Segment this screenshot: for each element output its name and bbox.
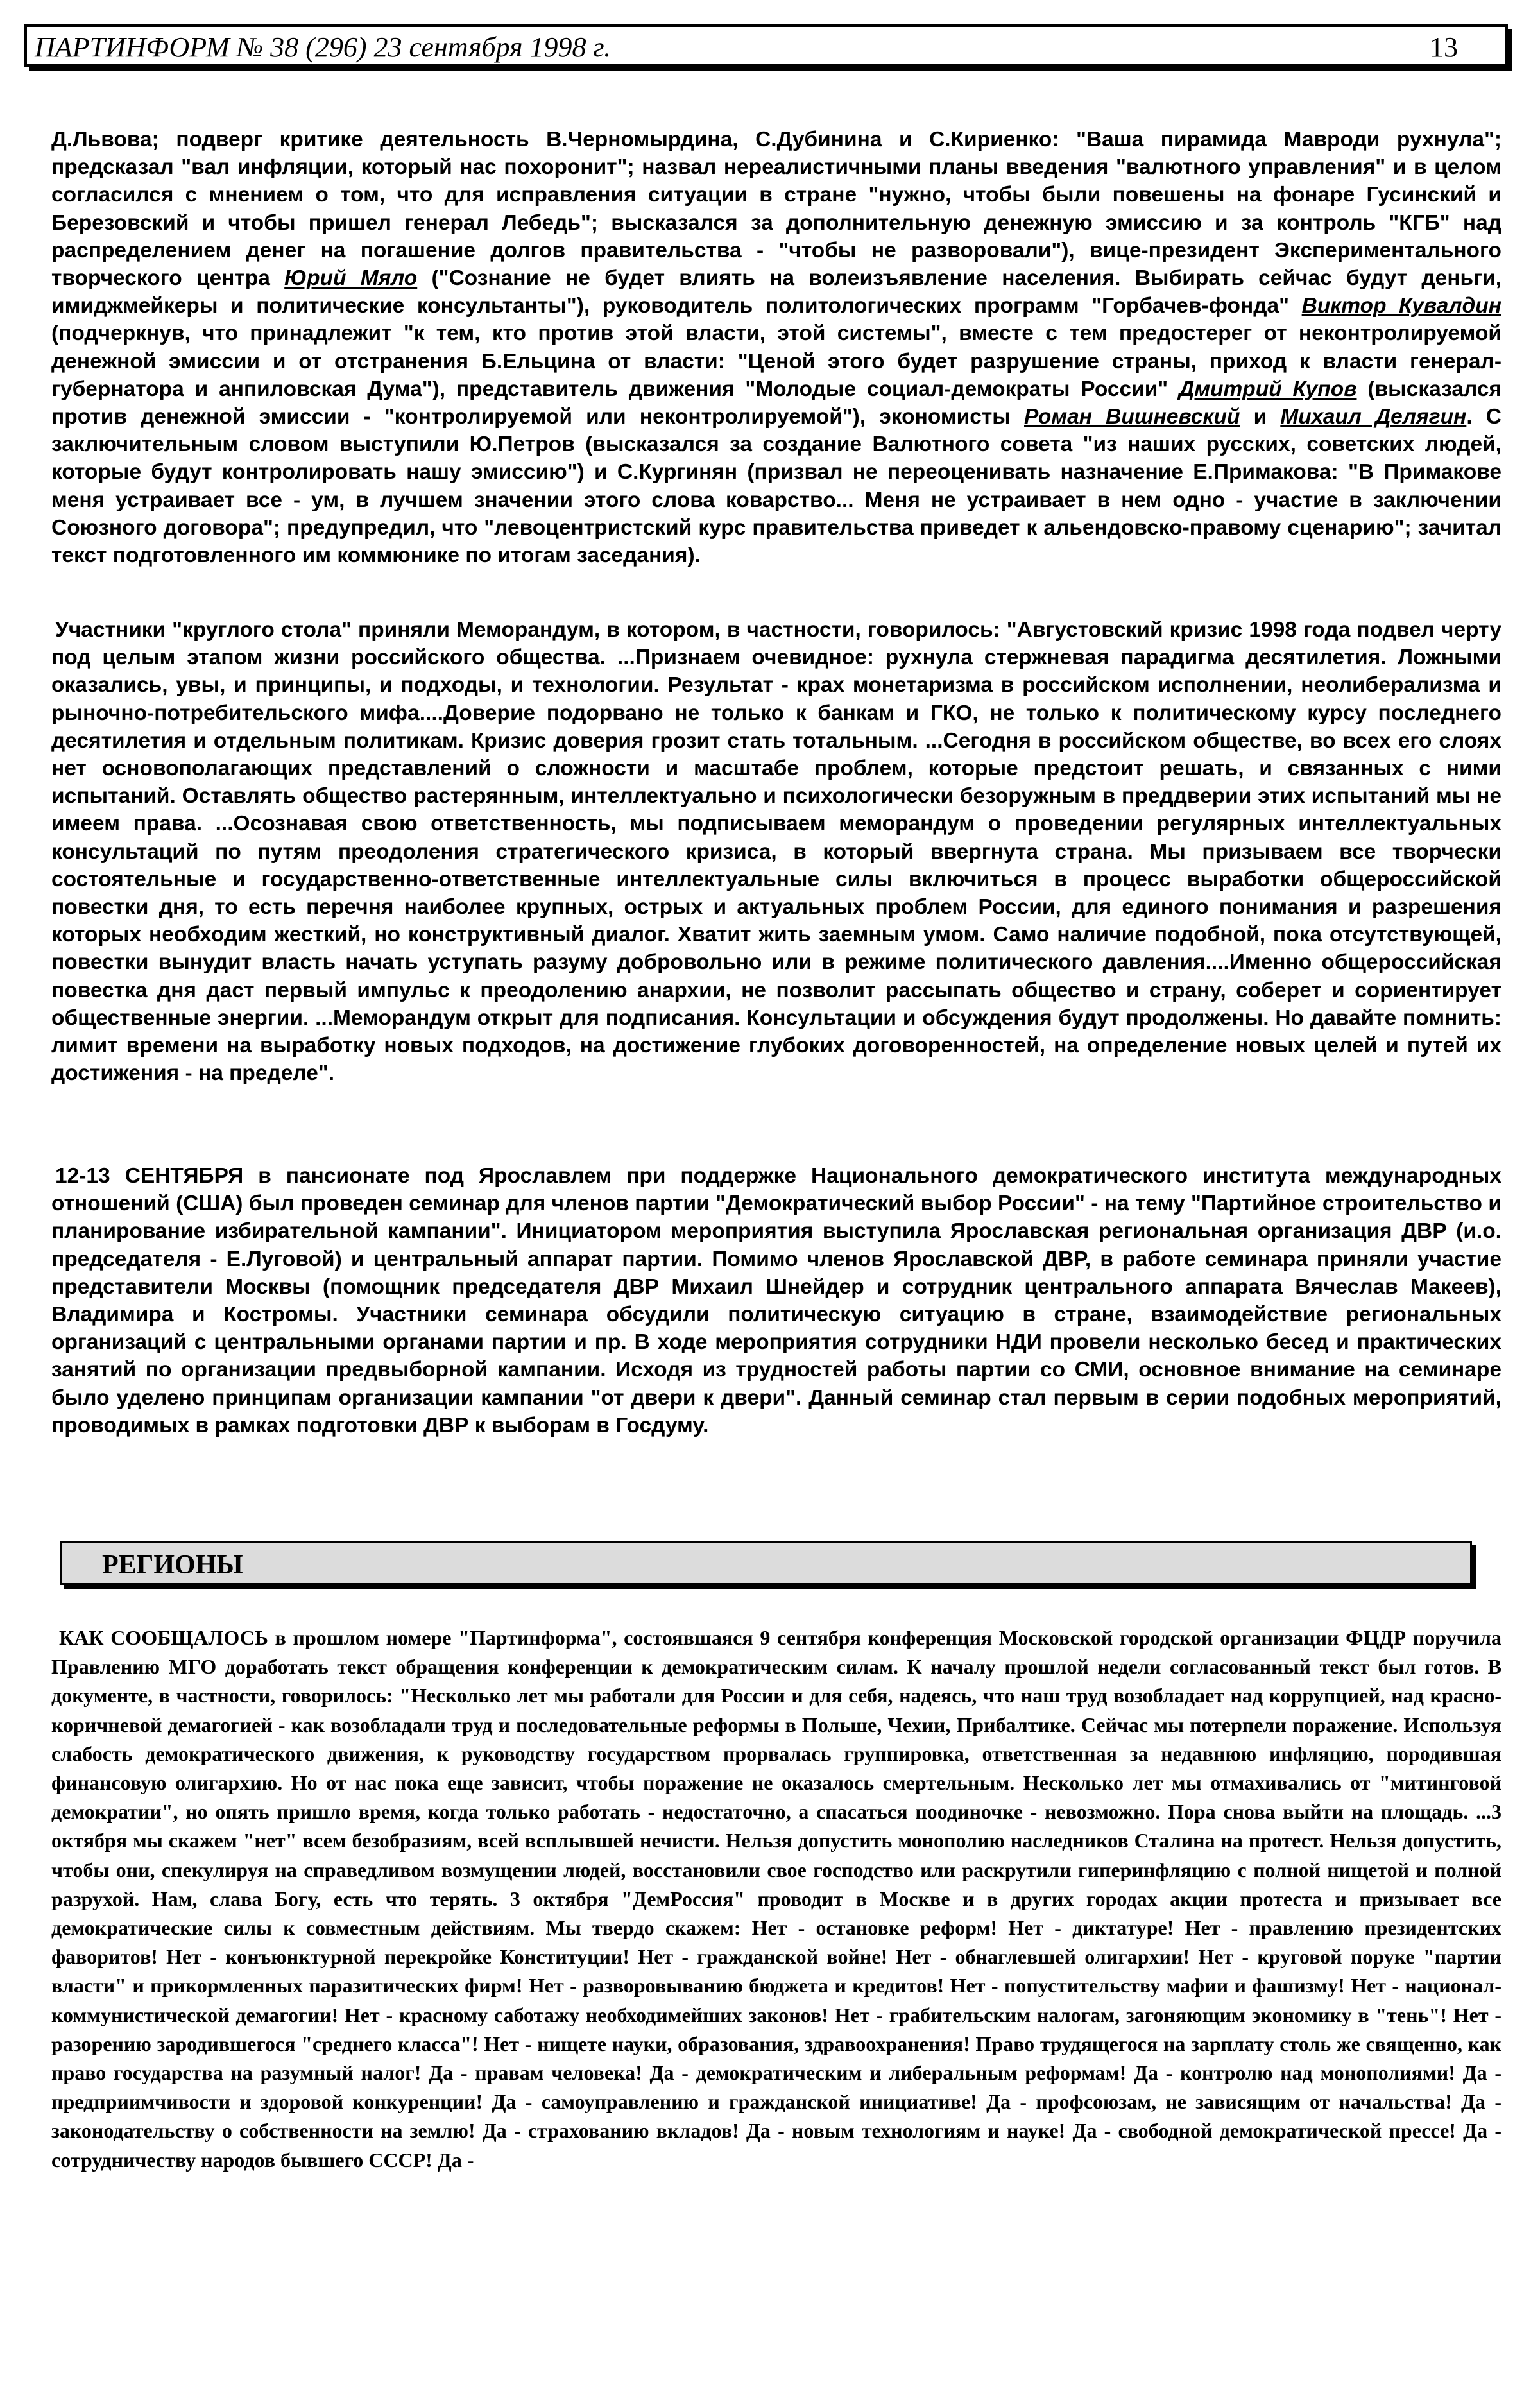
page-number: 13	[1430, 31, 1458, 63]
seminar-paragraph: 12-13 СЕНТЯБРЯ в пансионате под Ярославлем при поддержке Национального демократического института международных отношений (США) был проведен семинар для членов партии "Демократический выбор России" - на тему "Партийное строительство и планирование избирательной кампании". Инициатором мероприятия выступила Ярославская региональная организация ДВР (и.о. председателя - Е.Луговой) и центральный аппарат партии. Помимо членов Ярославской ДВР, в работе семинара приняли участие представители Москвы (помощник председателя ДВР Михаил Шнейдер и сотрудник центрального аппарата Вячеслав Макеев), Владимира и Костромы. Участники семинара обсудили политическую ситуацию в стране, взаимодействие региональных организаций с центральными органами партии и пр. В ходе мероприятия сотрудники НДИ провели несколько бесед и практических занятий по организации предвыборной кампании. Исходя из трудностей работы партии со СМИ, основное внимание на семинаре было уделено принципам организации кампании "от двери к двери". Данный семинар стал первым в серии подобных мероприятий, проводимых в рамках подготовки ДВР к выборам в Госдуму.	[51, 1164, 1502, 1437]
person-name: Виктор Кувалдин	[1301, 294, 1502, 318]
person-name: Юрий Мяло	[284, 266, 418, 291]
section-header-regions	[60, 1541, 1472, 1585]
article-1-paragraph-1	[51, 126, 1502, 569]
person-name: Роман Вишневский	[1024, 405, 1240, 429]
article-text: (высказался против денежной эмиссии - "контролируемой или неконтролируемой"), экономисты	[51, 377, 1502, 429]
article-text: ("Сознание не будет влиять на волеизъявление населения. Выбирать сейчас будут деньги, имиджмейкеры и политические консультанты"), руководитель политологических программ "Горбачев-фонда"	[51, 266, 1502, 318]
section-title: РЕГИОНЫ	[102, 1550, 243, 1580]
person-name: Михаил Делягин	[1280, 405, 1467, 429]
memorandum-paragraph: Участники "круглого стола" приняли Меморандум, в котором, в частности, говорилось: "Августовский кризис 1998 года подвел черту под целым этапом жизни российского общества. ...Признаем очевидное: рухнула стержневая парадигма десятилетия. Ложными оказались, увы, и принципы, и подходы, и технологии. Результат - крах монетаризма в российском исполнении, неолиберализма и рыночно-потребительского мифа....Доверие подорвано не только к банкам и ГКО, не только к политическому курсу последнего десятилетия и отдельным политикам. Кризис доверия грозит стать тотальным. ...Сегодня в российском обществе, во всех его слоях нет основополагающих представлений о сложности и масштабе проблем, которые предстоит решать, и связанных с ними испытаний. Оставлять общество растерянным, интеллектуально и психологически безоружным в преддверии этих испытаний мы не имеем права. ...Осознавая свою ответственность, мы подписываем меморандум о проведении регулярных интеллектуальных консультаций по путям преодоления стратегического кризиса, в который ввергнута страна. Мы призываем все творчески состоятельные и государственно-ответственные интеллектуальные силы включиться в процесс выработки общероссийской повестки дня, то есть перечня наиболее крупных, острых и актуальных проблем России, для единого понимания и разрешения которых необходим жесткий, но конструктивный диалог. Хватит жить заемным умом. Само наличие подобной, пока отсутствующей, повестки вынудит власть начать уступать разуму добровольно или в режиме политического давления....Именно общероссийская повестка дня даст первый импульс к преодолению анархии, не позволит рассыпать общество и страну, соберет и сориентирует общественные энергии. ...Меморандум открыт для подписания. Консультации и обсуждения будут продолжены. Но давайте помнить: лимит времени на выработку новых подходов, на достижение глубоких договоренностей, на определение новых целей и путей их достижения - на пределе".	[51, 618, 1502, 1086]
article-text: (подчеркнув, что принадлежит "к тем, кто против этой власти, этой системы", вместе с тем предостерег от неконтролируемой денежной эмиссии и от отстранения Б.Ельцина от власти: "Ценой этого будет разрушение страны, приход к власти генерал-губернатора и анпиловская Дума"), представитель движения "Молодые социал-демократы России"	[51, 321, 1502, 401]
page-header	[24, 24, 1508, 67]
article-3	[51, 1624, 1502, 2175]
article-text: . С заключительным словом выступили Ю.Петров (высказался за создание Валютного совета "из наших русских, советских людей, которые будут контролировать нашу эмиссию") и С.Кургинян (призвал не переоценивать назначение Е.Примакова: "В Примакове меня устраивает все - ум, в лучшем значении этого слова коварство... Меня не устраивает в нем одно - участие в заключении Союзного договора"; предупредил, что "левоцентристский курс правительства приведет к альендовско-правому сценарию"; зачитал текст подготовленного им коммюнике по итогам заседания).	[51, 405, 1502, 568]
article-2	[51, 1162, 1502, 1439]
header-title: ПАРТИНФОРМ № 38 (296) 23 сентября 1998 г.	[35, 31, 612, 63]
person-name: Дмитрий Купов	[1179, 377, 1357, 401]
regions-paragraph: КАК СООБЩАЛОСЬ в прошлом номере "Партинформа", состоявшаяся 9 сентября конференция Московской городской организации ФЦДР поручила Правлению МГО доработать текст обращения конференции к демократическим силам. К началу прошлой недели согласованный текст был готов. В документе, в частности, говорилось: "Несколько лет мы работали для России и для себя, надеясь, что наш труд возобладает над коррупцией, над красно-коричневой демагогией - как возобладали труд и последовательные реформы в Польше, Чехии, Прибалтике. Сейчас мы потерпели поражение. Используя слабость демократического движения, к руководству государством прорвалась группировка, ответственная за недавнюю инфляцию, породившая финансовую олигархию. Но от нас пока еще зависит, чтобы поражение не оказалось смертельным. Несколько лет мы отмахивались от "митинговой демократии", но опять пришло время, когда только работать - недостаточно, а спасаться поодиночке - невозможно. Пора снова выйти на площадь. ...3 октября мы скажем "нет" всем безобразиям, всей всплывшей нечисти. Нельзя допустить монополию наследников Сталина на протест. Нельзя допустить, чтобы они, спекулируя на справедливом возмущении людей, восстановили свое господство или раскрутили гиперинфляцию с полной нищетой и полной разрухой. Нам, слава Богу, есть что терять. 3 октября "ДемРоссия" проводит в Москве и в других городах акции протеста и призывает все демократические силы к совместным действиям. Мы твердо скажем: Нет - остановке реформ! Нет - диктатуре! Нет - правлению президентских фаворитов! Нет - конъюнктурной перекройке Конституции! Нет - гражданской войне! Нет - обнаглевшей олигархии! Нет - круговой поруке "партии власти" и прикормленных паразитических фирм! Нет - разворовыванию бюджета и кредитов! Нет - попустительству мафии и фашизму! Нет - национал-коммунистической демагогии! Нет - красному саботажу необходимейших законов! Нет - грабительским налогам, загоняющим экономику в "тень"! Нет - разорению зародившегося "среднего класса"! Нет - нищете науки, образования, здравоохранения! Право трудящегося на зарплату столь же священно, как право государства на разумный налог! Да - правам человека! Да - демократическим и либеральным реформам! Да - контролю над монополиями! Да - предприимчивости и здоровой конкуренции! Да - самоуправлению и гражданской инициативе! Да - профсоюзам, не зависящим от начальства! Да - законодательству о собственности на землю! Да - страхованию вкладов! Да - новым технологиям и науке! Да - свободной демократической прессе! Да - сотрудничеству народов бывшего СССР! Да -	[51, 1626, 1502, 2172]
article-text: и	[1240, 405, 1281, 429]
article-text: Д.Львова; подверг критике деятельность В.Черномырдина, С.Дубинина и С.Кириенко: "Ваша пирамида Мавроди рухнула"; предсказал "вал инфляции, который нас похоронит"; назвал нереалистичными планы введения "валютного управления" и в целом согласился с мнением о том, что для исправления ситуации в стране "нужно, чтобы были повешены на фонаре Гусинский и Березовский и чтобы пришел генерал Лебедь"; высказался за дополнительную денежную эмиссию и за контроль "КГБ" над распределением денег на погашение долгов правительства - "чтобы не разворовали"), вице-президент Экспериментального творческого центра	[51, 128, 1502, 291]
article-1-paragraph-2	[51, 616, 1502, 1087]
